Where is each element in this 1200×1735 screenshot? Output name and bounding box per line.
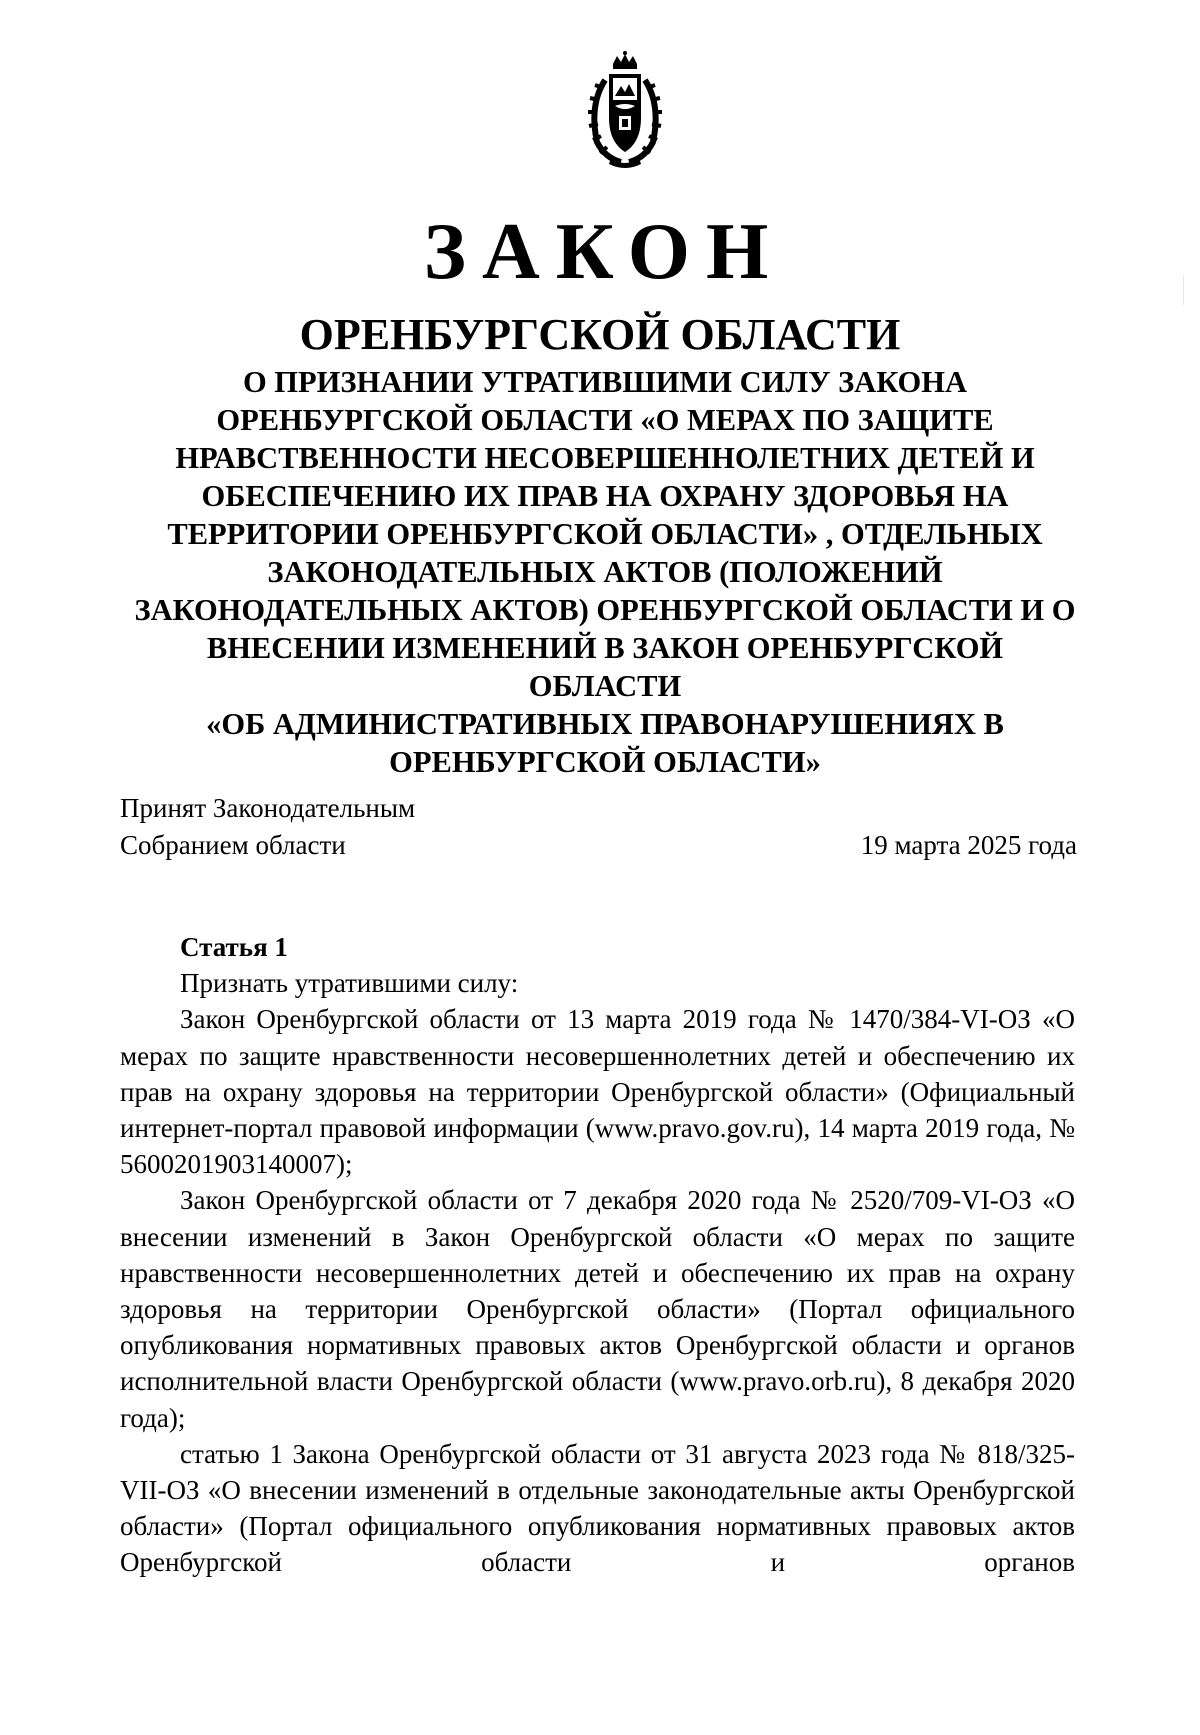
adopted-by-line: Собранием области xyxy=(120,830,346,860)
adoption-date: 19 марта 2025 года xyxy=(860,830,1077,860)
heading-line: ОРЕНБУРГСКОЙ ОБЛАСТИ «О МЕРАХ ПО ЗАЩИТЕ xyxy=(216,403,994,437)
heading-line: ЗАКОНОДАТЕЛЬНЫХ АКТОВ) ОРЕНБУРГСКОЙ ОБЛАСТИ И О xyxy=(134,593,1076,627)
heading-line: ЗАКОНОДАТЕЛЬНЫХ АКТОВ (ПОЛОЖЕНИЙ xyxy=(267,555,943,589)
region-name: ОРЕНБУРГСКОЙ ОБЛАСТИ xyxy=(299,310,901,359)
adopted-by-line: Принят Законодательным xyxy=(120,793,416,823)
heading-line: ТЕРРИТОРИИ ОРЕНБУРГСКОЙ ОБЛАСТИ» , ОТДЕЛЬНЫХ xyxy=(167,517,1043,551)
article-paragraph: статью 1 Закона Оренбургской области от 31 августа 2023 года № 818/325-VII-ОЗ «О внесении изменений в отдельные законодательные акты Оренбургской области» (Портал официального опубликования нормативных правовых актов Оренбургской области и органов xyxy=(120,1438,1075,1578)
coat-of-arms-icon xyxy=(575,50,675,170)
heading-line: НРАВСТВЕННОСТИ НЕСОВЕРШЕННОЛЕТНИХ ДЕТЕЙ И xyxy=(175,441,1035,475)
article-paragraph: Закон Оренбургской области от 13 марта 2019 года № 1470/384-VI-ОЗ «О мерах по защите нравственности несовершеннолетних детей и обеспечению их прав на охрану здоровья на территории Оренбургской области» (Официальный интернет-портал правовой информации (www.pravo.gov.ru), 14 марта 2019 года, № 5600201903140007); xyxy=(120,1004,1075,1180)
article-1 xyxy=(120,929,1075,1581)
heading-line: О ПРИЗНАНИИ УТРАТИВШИМИ СИЛУ ЗАКОНА xyxy=(242,365,968,399)
scan-margin-mark xyxy=(1183,275,1184,305)
heading-line: ОБЕСПЕЧЕНИЮ ИХ ПРАВ НА ОХРАНУ ЗДОРОВЬЯ НА xyxy=(201,479,1009,513)
adoption-block xyxy=(120,790,415,864)
law-title: ЗАКОН xyxy=(423,208,785,296)
heading-line: ВНЕСЕНИИ ИЗМЕНЕНИЙ В ЗАКОН ОРЕНБУРГСКОЙ ОБЛАСТИ xyxy=(206,631,1004,703)
heading-line: ОРЕНБУРГСКОЙ ОБЛАСТИ» xyxy=(389,745,821,779)
document-heading xyxy=(130,363,1080,781)
article-title: Статья 1 xyxy=(180,932,288,962)
article-paragraph: Признать утратившими силу: xyxy=(180,968,519,999)
article-paragraph: Закон Оренбургской области от 7 декабря 2020 года № 2520/709-VI-ОЗ «О внесении изменений в Закон Оренбургской области «О мерах по защите нравственности несовершеннолетних детей и обеспечению их прав на охрану здоровья на территории Оренбургской области» (Портал официального опубликования нормативных правовых актов Оренбургской области и органов исполнительной власти Оренбургской области (www.pravo.orb.ru), 8 декабря 2020 года); xyxy=(120,1185,1075,1433)
heading-line: «ОБ АДМИНИСТРАТИВНЫХ ПРАВОНАРУШЕНИЯХ В xyxy=(206,707,1004,741)
